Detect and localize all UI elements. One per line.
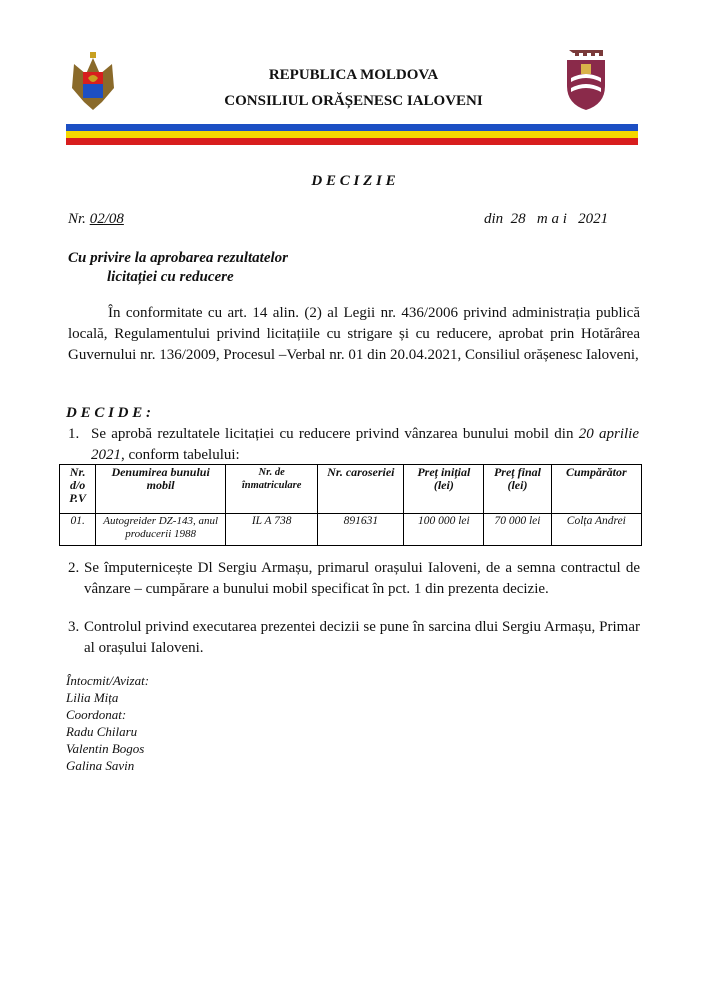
- table-cell: 100 000 lei: [404, 514, 484, 546]
- header-cell: Nr. caroseriei: [318, 465, 404, 514]
- coordinator-name: Galina Savin: [66, 758, 135, 773]
- subject-line-2: licitației cu reducere: [107, 269, 234, 285]
- table-cell: IL A 738: [225, 514, 317, 546]
- header-council: CONSILIUL ORĂȘENESC IALOVENI: [224, 93, 483, 109]
- item-2-number: 2.: [68, 560, 80, 576]
- flag-stripe-yellow: [66, 131, 638, 138]
- header-cell: Preț inițial (lei): [404, 465, 484, 514]
- table-header-row: [60, 465, 642, 514]
- header-cell: Preț final (lei): [484, 465, 551, 514]
- item-1: [91, 424, 639, 466]
- header-cell: Denumirea bunului mobil: [96, 465, 226, 514]
- decision-number-prefix: Nr.: [68, 211, 86, 227]
- decision-number-value: 02/08: [89, 211, 124, 227]
- item-1-date: 20 aprilie 2021: [91, 426, 639, 463]
- table-cell: 01.: [60, 514, 96, 546]
- header-cell: Nr. de înmatriculare: [225, 465, 317, 514]
- item-1-tail: , conform tabelului:: [121, 447, 240, 463]
- table-cell: Colța Andrei: [551, 514, 641, 546]
- flag-stripe-blue: [66, 124, 638, 131]
- coordinator-name: Valentin Bogos: [66, 741, 145, 756]
- decide-heading: D E C I D E :: [66, 405, 152, 421]
- document-type: D E C I Z I E: [311, 173, 396, 189]
- flag-stripe-red: [66, 138, 638, 145]
- item-2-text: Se împuternicește Dl Sergiu Armașu, primarul orașului Ialoveni, de a semna contractul de vânzare – cumpărare a bunului mobil specificat în pct. 1 din prezenta decizie.: [84, 560, 640, 597]
- item-3-number: 3.: [68, 619, 80, 635]
- table-cell: 70 000 lei: [484, 514, 551, 546]
- coordinated-label: Coordonat:: [66, 707, 127, 722]
- header-country: REPUBLICA MOLDOVA: [268, 67, 439, 83]
- table-cell: Autogreider DZ-143, anul producerii 1988: [96, 514, 226, 546]
- decision-number: [68, 211, 124, 228]
- item-1-text: Se aprobă rezultatele licitației cu reducere privind vânzarea bunului mobil din: [91, 426, 574, 442]
- item-3-text: Controlul privind executarea prezentei decizii se pune în sarcina dlui Sergiu Armașu, Primar al orașului Ialoveni.: [84, 619, 640, 656]
- table-cell: 891631: [318, 514, 404, 546]
- results-table: [59, 464, 642, 546]
- coordinator-name: Radu Chilaru: [66, 724, 138, 739]
- prepared-label: Întocmit/Avizat:: [66, 673, 150, 688]
- header-cell: Cumpărător: [551, 465, 641, 514]
- preamble: În conformitate cu art. 14 alin. (2) al Legii nr. 436/2006 privind administrația publică locală, Regulamentului privind licitațiile cu strigare și cu reducere, aprobat prin Hotărârea Guvernului nr. 136/2009, Procesul –Verbal nr. 01 din 20.04.2021, Consiliul orășenesc Ialoveni,: [68, 305, 640, 363]
- decision-date: din 28 m a i 2021: [484, 211, 609, 227]
- header-cell: Nr. d/o P.V: [60, 465, 96, 514]
- table-row: [60, 514, 642, 546]
- signatures-block: [66, 672, 149, 774]
- item-1-number: 1.: [68, 426, 80, 442]
- subject-line-1: Cu privire la aprobarea rezultatelor: [68, 250, 289, 266]
- prepared-name: Lilia Mița: [66, 690, 119, 705]
